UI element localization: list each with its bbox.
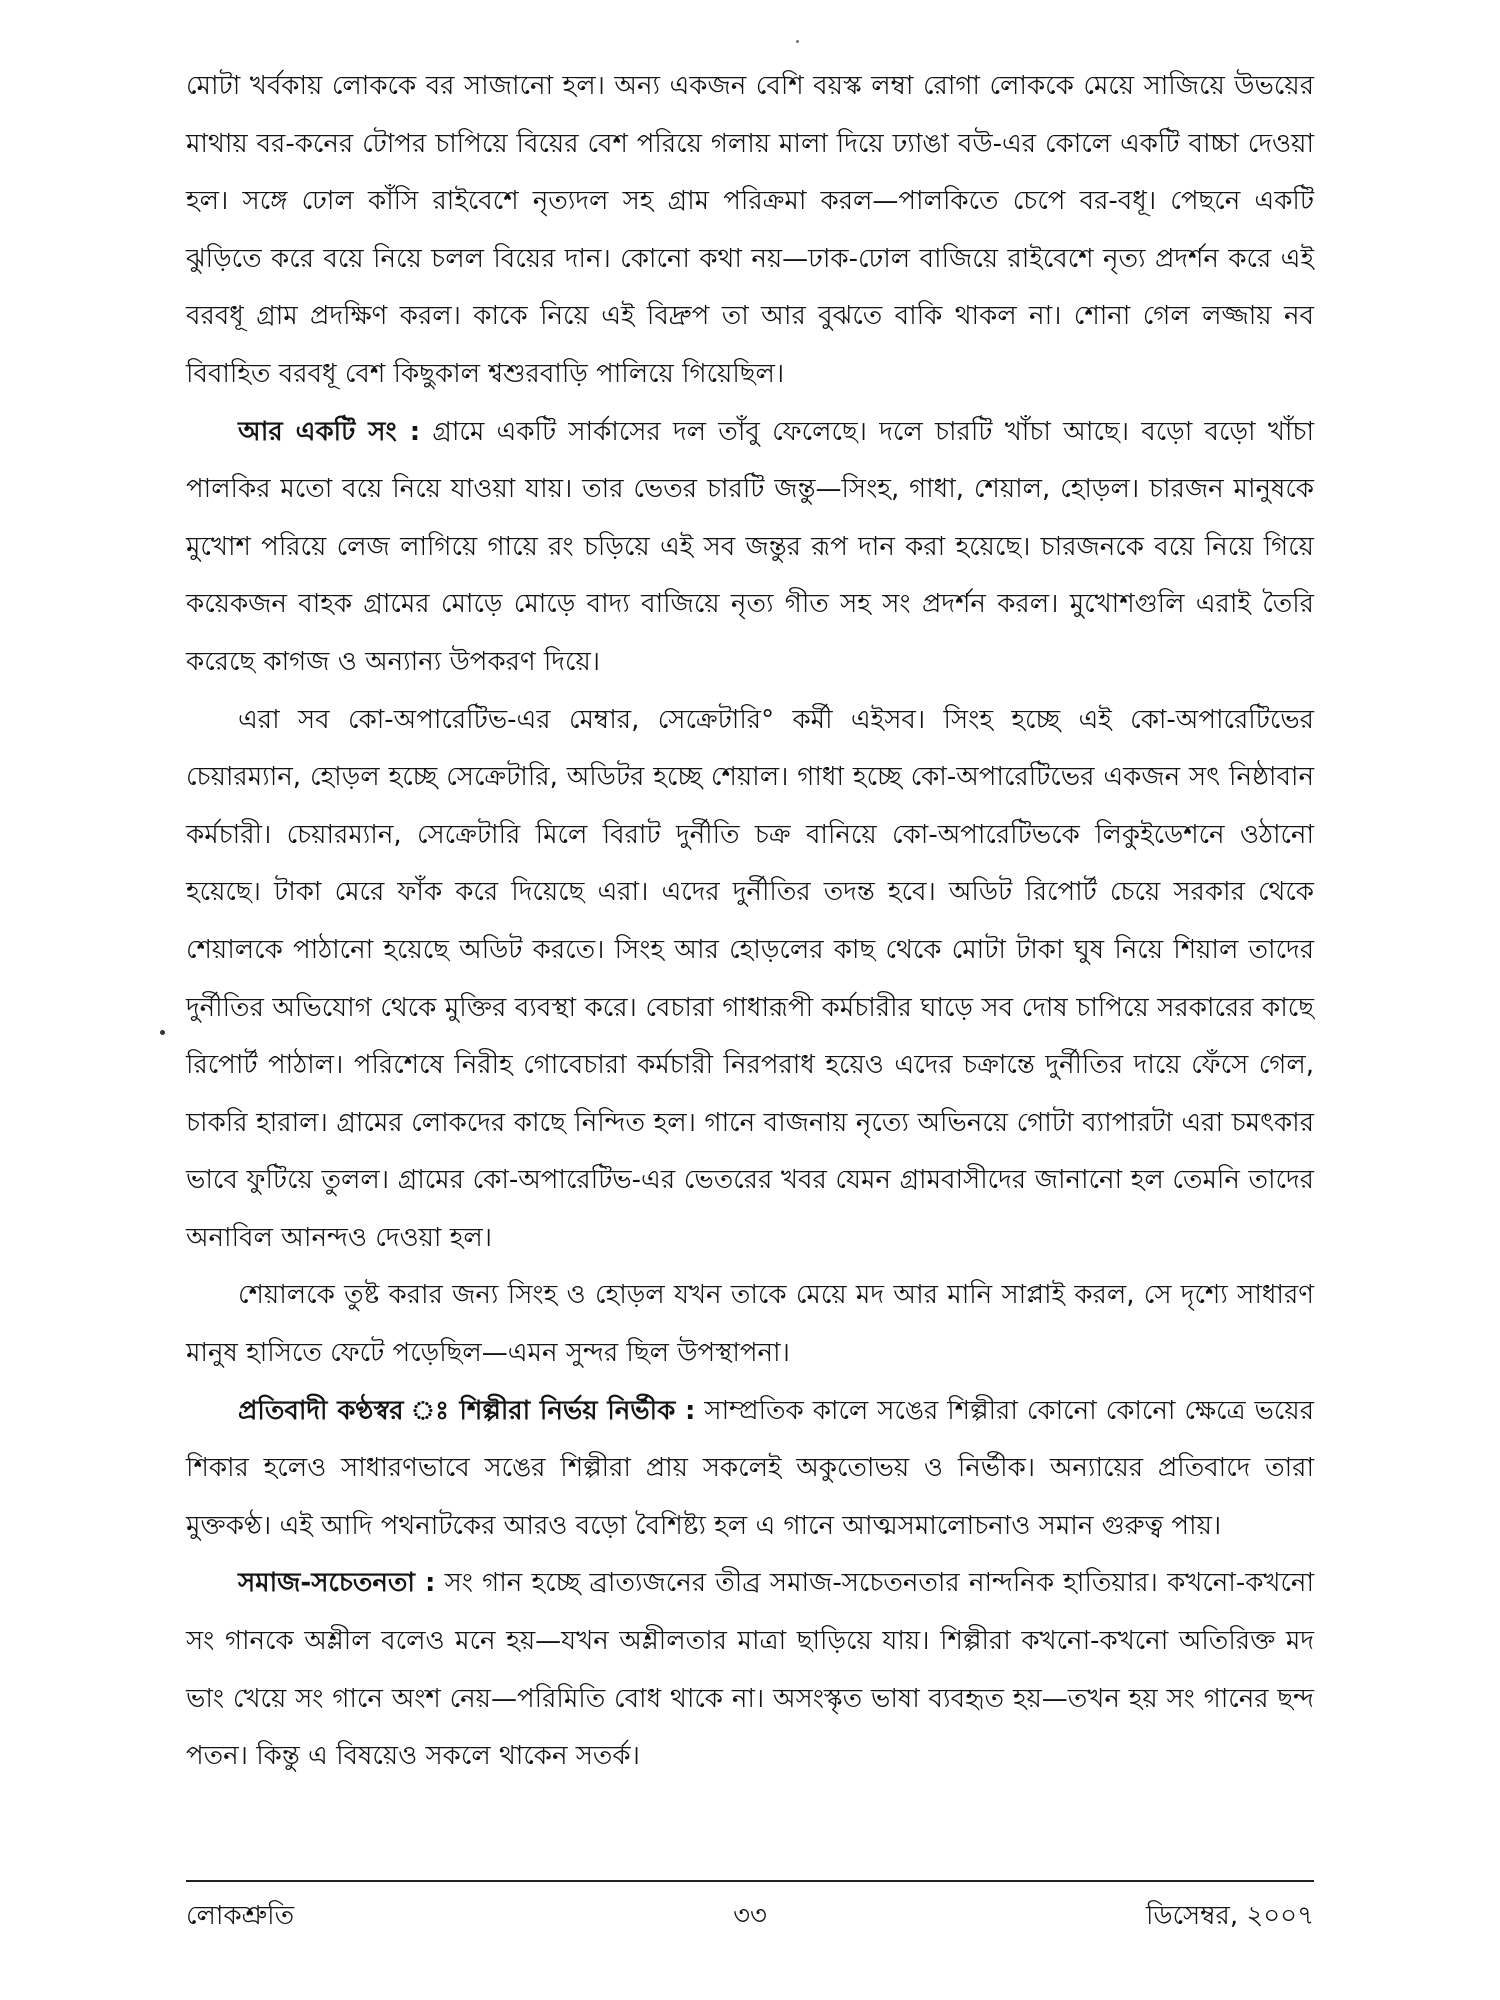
- paragraph-5: [186, 1383, 1314, 1556]
- paragraph-2-heading: আর একটি সং :: [238, 416, 421, 447]
- scan-speck: [796, 40, 799, 43]
- article-body: [186, 58, 1314, 1786]
- footer-journal-title: লোকশ্রুতি: [186, 1901, 295, 1931]
- page-footer: [186, 1895, 1314, 1939]
- paragraph-6-heading: সমাজ-সচেতনতা :: [238, 1568, 436, 1599]
- footer-page-number: ৩৩: [733, 1901, 767, 1931]
- footer-rule: [186, 1880, 1314, 1882]
- paragraph-2-text: গ্রামে একটি সার্কাসের দল তাঁবু ফেলেছে। দলে চারটি খাঁচা আছে। বড়ো বড়ো খাঁচা পালকির মতো বয়ে নিয়ে যাওয়া যায়। তার ভেতর চারটি জন্তু—সিংহ, গাধা, শেয়াল, হোড়ল। চারজন মানুষকে মুখোশ পরিয়ে লেজ লাগিয়ে গায়ে রং চড়িয়ে এই সব জন্তুর রূপ দান করা হয়েছে। চারজনকে বয়ে নিয়ে গিয়ে কয়েকজন বাহক গ্রামের মোড়ে মোড়ে বাদ্য বাজিয়ে নৃত্য গীত সহ সং প্রদর্শন করল। মুখোশগুলি এরাই তৈরি করেছে কাগজ ও অন্যান্য উপকরণ দিয়ে।: [186, 416, 1314, 677]
- footer-issue-date: ডিসেম্বর, ২০০৭: [1146, 1901, 1314, 1931]
- paragraph-6: [186, 1555, 1314, 1785]
- paragraph-6-text: সং গান হচ্ছে ব্রাত্যজনের তীব্র সমাজ-সচেতনতার নান্দনিক হাতিয়ার। কখনো-কখনো সং গানকে অশ্লীল বলেও মনে হয়—যখন অশ্লীলতার মাত্রা ছাড়িয়ে যায়। শিল্পীরা কখনো-কখনো অতিরিক্ত মদ ভাং খেয়ে সং গানে অংশ নেয়—পরিমিতি বোধ থাকে না। অসংস্কৃত ভাষা ব্যবহৃত হয়—তখন হয় সং গানের ছন্দ পতন। কিন্তু এ বিষয়েও সকলে থাকেন সতর্ক।: [186, 1568, 1314, 1772]
- paragraph-4: শেয়ালকে তুষ্ট করার জন্য সিংহ ও হোড়ল যখন তাকে মেয়ে মদ আর মানি সাপ্লাই করল, সে দৃশ্যে সাধারণ মানুষ হাসিতে ফেটে পড়েছিল—এমন সুন্দর ছিল উপস্থাপনা।: [186, 1280, 1314, 1369]
- paragraph-5-text: সাম্প্রতিক কালে সঙের শিল্পীরা কোনো কোনো ক্ষেত্রে ভয়ের শিকার হলেও সাধারণভাবে সঙের শিল্পীরা প্রায় সকলেই অকুতোভয় ও নির্ভীক। অন্যায়ের প্রতিবাদে তারা মুক্তকণ্ঠ। এই আদি পথনাটকের আরও বড়ো বৈশিষ্ট্য হল এ গানে আত্মসমালোচনাও সমান গুরুত্ব পায়।: [186, 1395, 1314, 1541]
- paragraph-3: এরা সব কো-অপারেটিভ-এর মেম্বার, সেক্রেটারি° কর্মী এইসব। সিংহ হচ্ছে এই কো-অপারেটিভের চেয়ারম্যান, হোড়ল হচ্ছে সেক্রেটারি, অডিটর হচ্ছে শেয়াল। গাধা হচ্ছে কো-অপারেটিভের একজন সৎ নিষ্ঠাবান কর্মচারী। চেয়ারম্যান, সেক্রেটারি মিলে বিরাট দুর্নীতি চক্র বানিয়ে কো-অপারেটিভকে লিকুইডেশনে ওঠানো হয়েছে। টাকা মেরে ফাঁক করে দিয়েছে এরা। এদের দুর্নীতির তদন্ত হবে। অডিট রিপোর্ট চেয়ে সরকার থেকে শেয়ালকে পাঠানো হয়েছে অডিট করতে। সিংহ আর হোড়লের কাছ থেকে মোটা টাকা ঘুষ নিয়ে শিয়াল তাদের দুর্নীতির অভিযোগ থেকে মুক্তির ব্যবস্থা করে। বেচারা গাধারূপী কর্মচারীর ঘাড়ে সব দোষ চাপিয়ে সরকারের কাছে রিপোর্ট পাঠাল। পরিশেষে নিরীহ গোবেচারা কর্মচারী নিরপরাধ হয়েও এদের চক্রান্তে দুর্নীতির দায়ে ফেঁসে গেল, চাকরি হারাল। গ্রামের লোকদের কাছে নিন্দিত হল। গানে বাজনায় নৃত্যে অভিনয়ে গোটা ব্যাপারটা এরা চমৎকার ভাবে ফুটিয়ে তুলল। গ্রামের কো-অপারেটিভ-এর ভেতরের খবর যেমন গ্রামবাসীদের জানানো হল তেমনি তাদের অনাবিল আনন্দও দেওয়া হল।: [186, 704, 1314, 1253]
- margin-mark: [160, 1030, 165, 1035]
- paragraph-2: [186, 404, 1314, 692]
- paragraph-1: মোটা খর্বকায় লোককে বর সাজানো হল। অন্য একজন বেশি বয়স্ক লম্বা রোগা লোককে মেয়ে সাজিয়ে উভয়ের মাথায় বর-কনের টোপর চাপিয়ে বিয়ের বেশ পরিয়ে গলায় মালা দিয়ে ঢ্যাঙা বউ-এর কোলে একটি বাচ্চা দেওয়া হল। সঙ্গে ঢোল কাঁসি রাইবেশে নৃত্যদল সহ গ্রাম পরিক্রমা করল—পালকিতে চেপে বর-বধূ। পেছনে একটি ঝুড়িতে করে বয়ে নিয়ে চলল বিয়ের দান। কোনো কথা নয়—ঢাক-ঢোল বাজিয়ে রাইবেশে নৃত্য প্রদর্শন করে এই বরবধূ গ্রাম প্রদক্ষিণ করল। কাকে নিয়ে এই বিদ্রুপ তা আর বুঝতে বাকি থাকল না। শোনা গেল লজ্জায় নব বিবাহিত বরবধূ বেশ কিছুকাল শ্বশুরবাড়ি পালিয়ে গিয়েছিল।: [186, 71, 1315, 389]
- paragraph-5-heading: প্রতিবাদী কণ্ঠস্বর ঃ শিল্পীরা নির্ভয় নির্ভীক :: [238, 1395, 696, 1426]
